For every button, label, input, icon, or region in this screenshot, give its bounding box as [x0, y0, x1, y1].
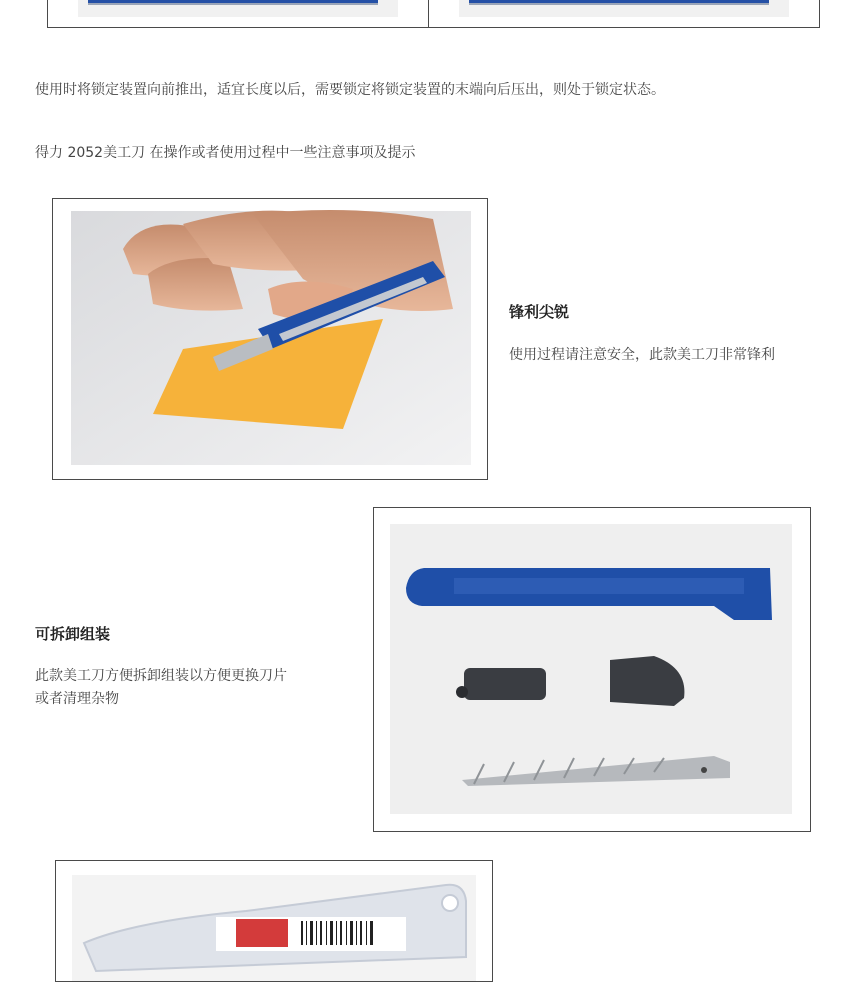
feature-description-detachable-line2: 或者清理杂物 — [35, 691, 119, 707]
blade-package-image — [56, 861, 492, 981]
package-image-frame — [55, 860, 493, 982]
feature-description-detachable-line1: 此款美工刀方便拆卸组装以方便更换刀片 — [35, 668, 287, 684]
notes-title-text: 得力 2052美工刀 在操作或者使用过程中一些注意事项及提示 — [35, 145, 416, 161]
feature-title-sharp: 锋利尖锐 — [509, 303, 570, 321]
knife-detail-image — [48, 0, 428, 27]
top-right-image-frame — [428, 0, 820, 28]
feature-description-sharp: 使用过程请注意安全，此款美工刀非常锋利 — [509, 347, 775, 363]
top-left-image-frame — [47, 0, 429, 28]
feature-title-detachable: 可拆卸组装 — [35, 625, 111, 643]
parts-image-frame — [373, 507, 811, 832]
knife-parts-image — [374, 508, 810, 831]
cutting-image-frame — [52, 198, 488, 480]
slider-hole-icon — [456, 686, 468, 698]
lock-usage-text: 使用时将锁定装置向前推出，适宜长度以后，需要锁定将锁定装置的末端向后压出，则处于锁定状态。 — [35, 82, 665, 98]
knife-detail-image — [429, 0, 819, 27]
hand-cutting-paper-image — [53, 199, 487, 479]
